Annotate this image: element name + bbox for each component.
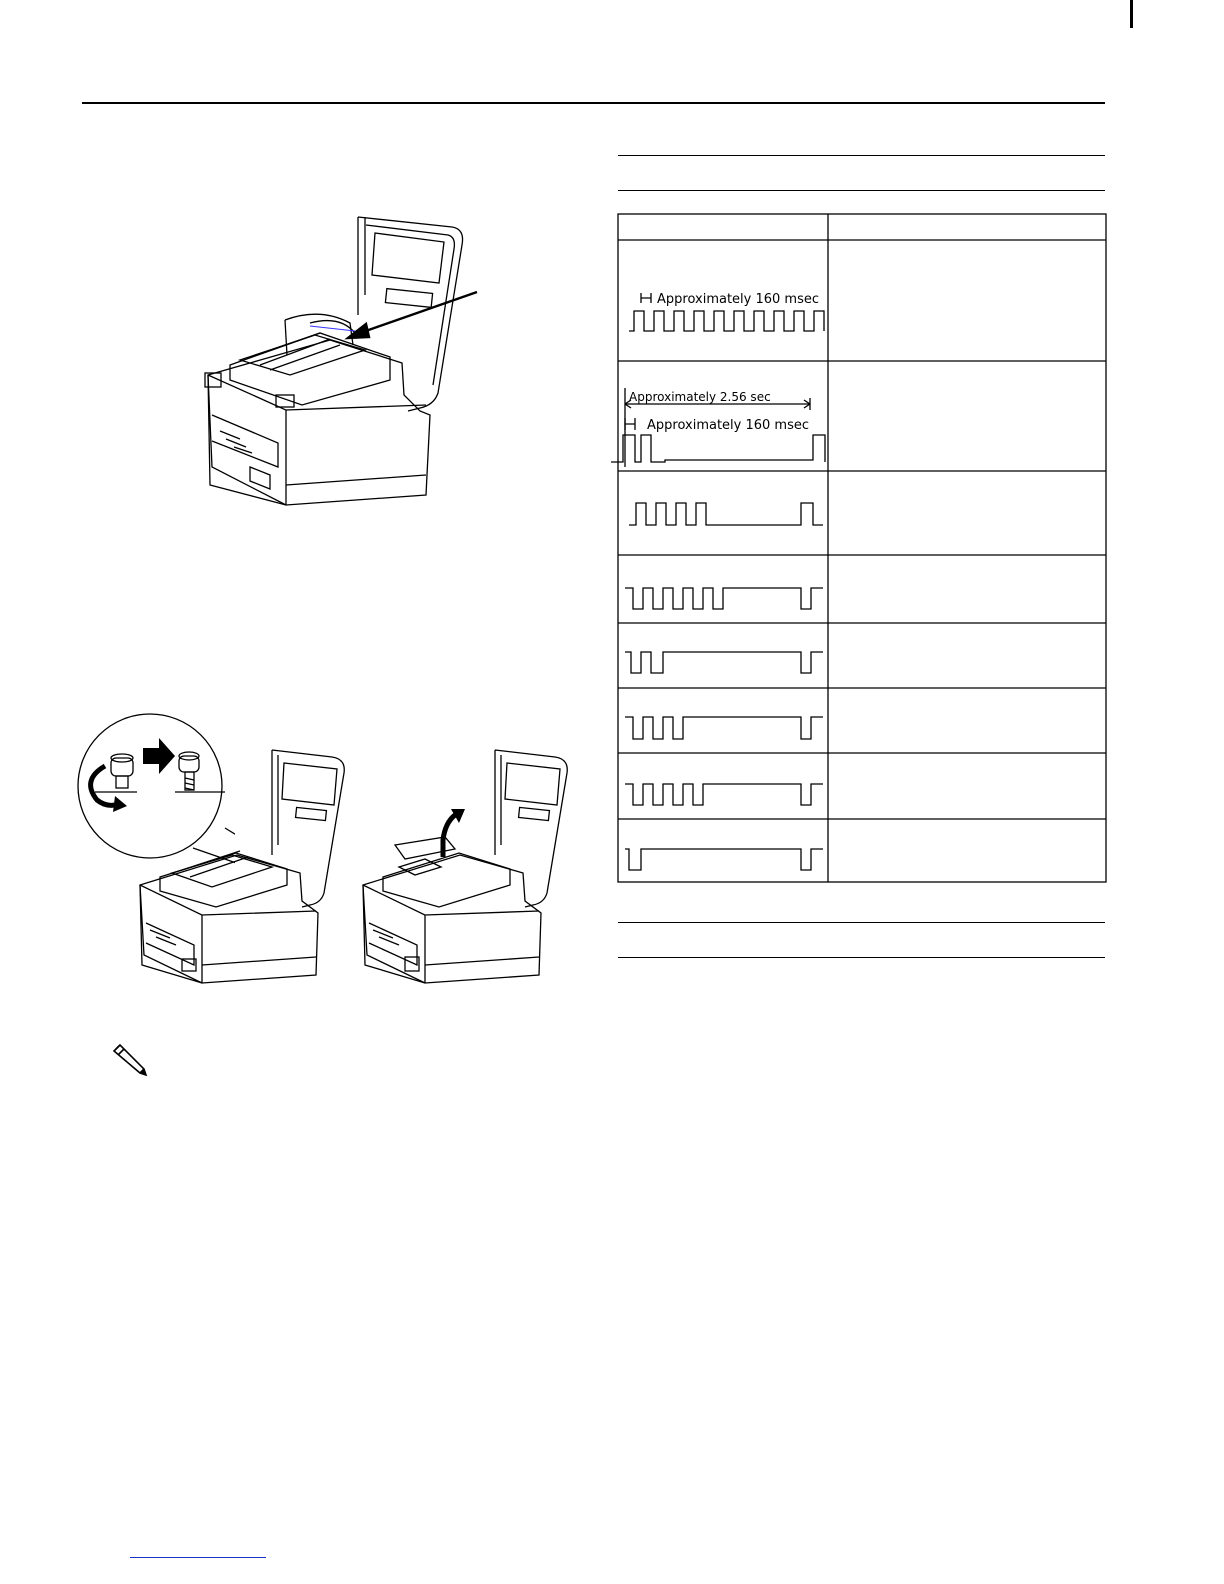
pulse-160-label-2: Approximately 160 msec — [647, 418, 810, 433]
printer-lift-figure — [355, 745, 585, 985]
waveform-row-5 — [625, 652, 823, 673]
waveform-row-4 — [625, 588, 823, 609]
period-256-label: Approximately 2.56 sec — [629, 390, 771, 404]
header-rule — [82, 102, 1105, 104]
printer-paper-figure — [190, 205, 510, 515]
waveform-row-6 — [625, 717, 823, 739]
printer-screw-figure — [132, 745, 362, 985]
table-title-rule-bottom — [618, 190, 1105, 191]
waveform-row-3 — [629, 503, 823, 525]
blink-pattern-table — [605, 205, 1115, 895]
header-mark — [1130, 0, 1133, 28]
table-title-rule-top — [618, 155, 1105, 156]
pulse-160-label: Approximately 160 msec — [657, 292, 820, 307]
table-note-rule-bottom — [618, 957, 1105, 958]
table-note-rule-top — [618, 922, 1105, 923]
waveform-row-7 — [625, 784, 823, 805]
pencil-icon — [110, 1043, 150, 1077]
waveform-row-8 — [625, 849, 823, 870]
footer-link-underline — [130, 1557, 266, 1558]
